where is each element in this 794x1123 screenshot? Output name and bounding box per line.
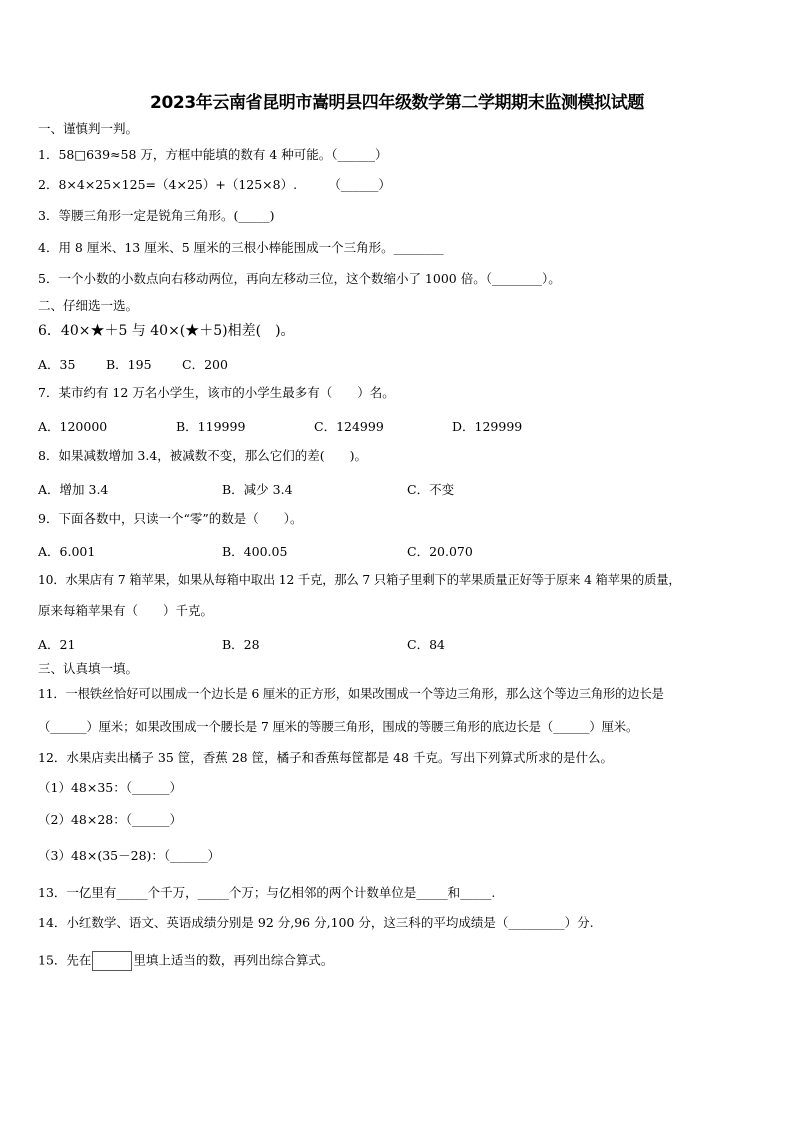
option-c: C．200 xyxy=(182,357,228,372)
option-c: C．20.070 xyxy=(407,544,473,559)
question-4: 4．用 8 厘米、13 厘米、5 厘米的三根小棒能围成一个三角形。________ xyxy=(38,240,444,255)
option-b: B．119999 xyxy=(176,419,246,434)
question-15-prefix: 15．先在 xyxy=(38,952,92,968)
question-12: 12．水果店卖出橘子 35 筐，香蕉 28 筐，橘子和香蕉每筐都是 48 千克。写出下列算式所求的是什么。 xyxy=(38,750,613,765)
option-b: B．减少 3.4 xyxy=(222,482,293,497)
option-d: D．129999 xyxy=(452,419,523,434)
option-a: A．120000 xyxy=(38,419,108,434)
section-heading-3: 三、认真填一填。 xyxy=(38,661,139,676)
question-10-line-1: 10．水果店有 7 箱苹果，如果从每箱中取出 12 千克，那么 7 只箱子里剩下的苹果质量正好等于原来 4 箱苹果的质量， xyxy=(38,573,681,587)
question-14: 14．小红数学、语文、英语成绩分别是 92 分,96 分,100 分，这三科的平均成绩是（_________）分. xyxy=(38,915,594,930)
option-b: B．400.05 xyxy=(222,544,288,559)
question-10-line-2: 原来每箱苹果有（ ）千克。 xyxy=(38,603,214,618)
section-heading-2: 二、仔细选一选。 xyxy=(38,298,139,313)
question-7: 7．某市约有 12 万名小学生，该市的小学生最多有（ ）名。 xyxy=(38,385,395,400)
option-c: C．84 xyxy=(407,637,445,652)
answer-box xyxy=(92,951,132,971)
option-c: C．124999 xyxy=(314,419,384,434)
section-heading-1: 一、谨慎判一判。 xyxy=(38,121,139,136)
question-11-line-1: 11．一根铁丝恰好可以围成一个边长是 6 厘米的正方形，如果改围成一个等边三角形，那么这个等边三角形的边长是 xyxy=(38,687,664,701)
question-15 xyxy=(38,951,333,971)
question-12-sub-3: （3）48×(35－28)：（______） xyxy=(38,848,221,863)
option-b: B．195 xyxy=(106,357,152,372)
option-c: C．不变 xyxy=(407,482,455,497)
option-a: A．21 xyxy=(38,637,76,652)
option-b: B．28 xyxy=(222,637,260,652)
question-12-sub-2: （2）48×28：（______） xyxy=(38,812,182,827)
option-a: A．增加 3.4 xyxy=(38,482,109,497)
question-13: 13．一亿里有_____个千万，_____个万；与亿相邻的两个计数单位是_____和_____. xyxy=(38,885,496,900)
question-11-line-2: （______）厘米；如果改围成一个腰长是 7 厘米的等腰三角形，围成的等腰三角形的底边长是（______）厘米。 xyxy=(38,720,639,734)
option-a: A．6.001 xyxy=(38,544,96,559)
page-title: 2023年云南省昆明市嵩明县四年级数学第二学期期末监测模拟试题 xyxy=(150,93,644,113)
question-6: 6．40×★＋5 与 40×(★＋5)相差( )。 xyxy=(38,323,295,339)
question-8: 8．如果减数增加 3.4，被减数不变，那么它们的差( )。 xyxy=(38,448,368,463)
question-1: 1．58□639≈58 万，方框中能填的数有 4 种可能。（______） xyxy=(38,147,388,162)
question-3: 3．等腰三角形一定是锐角三角形。(_____) xyxy=(38,208,275,223)
question-12-sub-1: （1）48×35：（______） xyxy=(38,780,182,795)
question-9: 9．下面各数中，只读一个“零”的数是（ ）。 xyxy=(38,511,303,526)
question-5: 5．一个小数的小数点向右移动两位，再向左移动三位，这个数缩小了 1000 倍。（________）。 xyxy=(38,271,561,286)
question-2: 2．8×4×25×125=（4×25）+（125×8）. （______） xyxy=(38,177,391,192)
option-a: A．35 xyxy=(38,357,76,372)
question-15-suffix: 里填上适当的数，再列出综合算式。 xyxy=(133,952,334,968)
